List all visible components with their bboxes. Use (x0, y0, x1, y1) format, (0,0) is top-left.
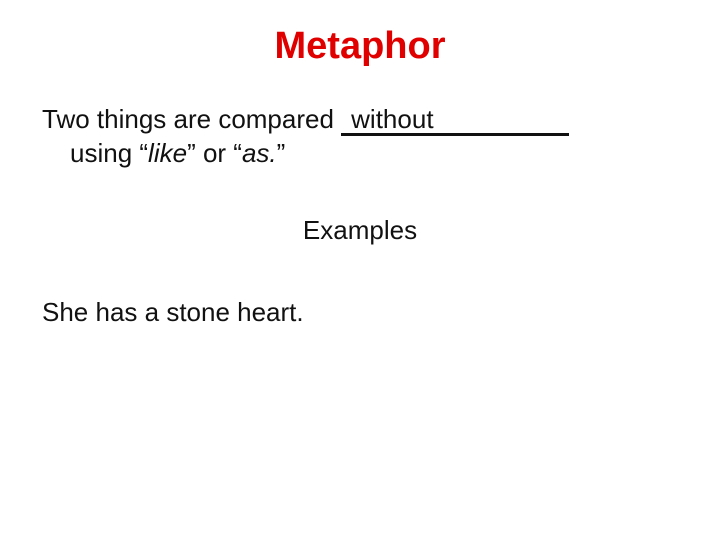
fill-in-blank (341, 105, 569, 136)
example-sentence: She has a stone heart. (42, 297, 304, 327)
definition-text (42, 102, 702, 170)
blank-answer: without (351, 104, 434, 134)
definition-line-1 (42, 102, 702, 136)
as-word: as. (241, 138, 277, 168)
definition-line-2 (42, 136, 702, 170)
definition-text-part: ” or “ (187, 138, 242, 168)
like-word: like (148, 138, 188, 168)
definition-text-part: using “ (70, 138, 149, 168)
examples-heading: Examples (302, 215, 418, 245)
definition-text-part: ” (276, 138, 286, 168)
definition-prefix: Two things are compared (42, 104, 342, 134)
slide-title: Metaphor (274, 25, 446, 67)
